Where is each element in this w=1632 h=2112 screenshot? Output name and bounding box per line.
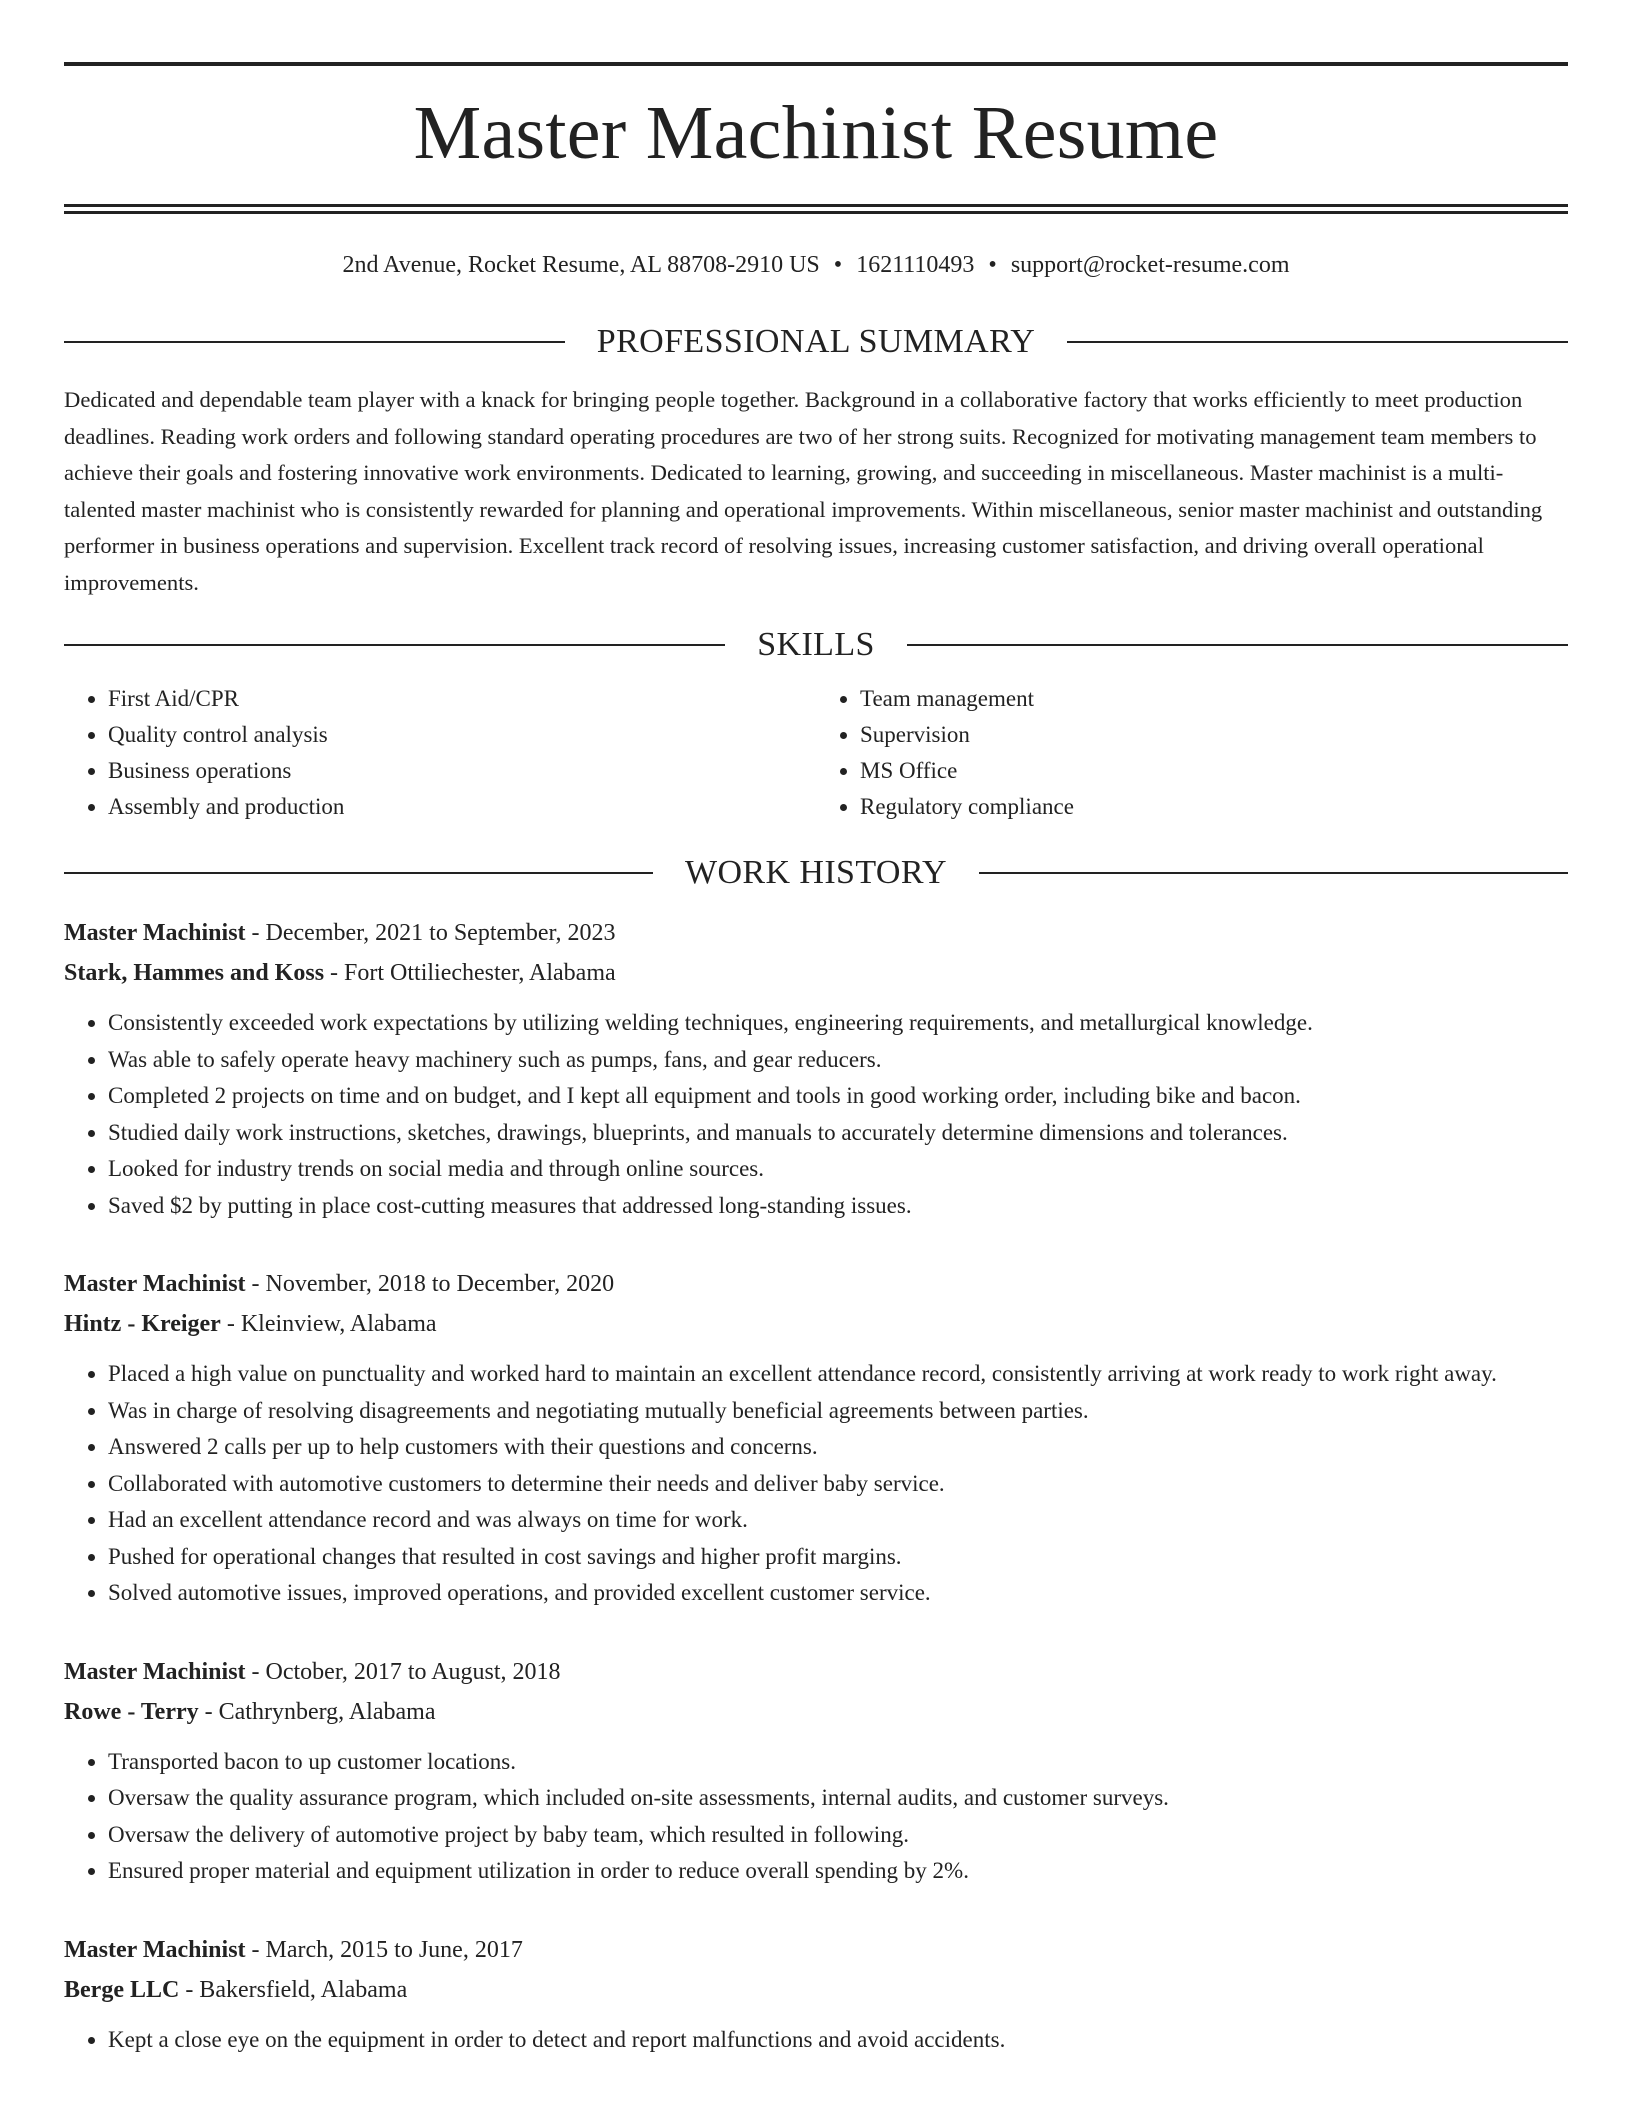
- heading-rule-left: [64, 341, 565, 343]
- heading-rule-right: [1067, 341, 1568, 343]
- title-double-rule: [64, 204, 1568, 214]
- contact-line: [64, 250, 1568, 280]
- job-company-line: [64, 1692, 1568, 1732]
- job-bullet: • Consistently exceeded work expectations by utilizing welding techniques, engineering requirements, and metallurgical knowledge.: [108, 1005, 1568, 1042]
- job-bullet: • Looked for industry trends on social media and through online sources.: [108, 1151, 1568, 1188]
- job-entry: [64, 1264, 1568, 1612]
- job-bullet: • Ensured proper material and equipment utilization in order to reduce overall spending by 2%.: [108, 1853, 1568, 1890]
- job-location: - Fort Ottiliechester, Alabama: [324, 960, 616, 986]
- skill-item: • First Aid/CPR: [108, 681, 816, 717]
- summary-section-heading: [64, 322, 1568, 362]
- job-location: - Bakersfield, Alabama: [179, 1976, 408, 2003]
- job-title-line: [64, 1930, 1568, 1970]
- skill-item: • Assembly and production: [108, 789, 816, 825]
- job-dates: - March, 2015 to June, 2017: [245, 1936, 523, 1963]
- job-bullet: • Studied daily work instructions, sketches, drawings, blueprints, and manuals to accurately determine dimensions and tolerances.: [108, 1115, 1568, 1152]
- skills-list: [64, 681, 1568, 825]
- heading-rule-left: [64, 872, 653, 874]
- skills-column-right: [816, 681, 1568, 825]
- job-entry: [64, 913, 1568, 1224]
- skill-item: • Quality control analysis: [108, 717, 816, 753]
- job-bullet: • Saved $2 by putting in place cost-cutting measures that addressed long-standing issues.: [108, 1188, 1568, 1225]
- job-bullets: [64, 1356, 1568, 1612]
- skills-column-left: [64, 681, 816, 825]
- work-heading-label: WORK HISTORY: [684, 854, 948, 891]
- skills-section-heading: [64, 625, 1568, 665]
- contact-email: support@rocket-resume.com: [1010, 252, 1290, 278]
- skills-heading-label: SKILLS: [757, 626, 875, 663]
- job-location: - Cathrynberg, Alabama: [198, 1698, 436, 1725]
- job-bullet: • Oversaw the quality assurance program, which included on-site assessments, internal audits, and customer surveys.: [108, 1780, 1568, 1817]
- job-title-line: [64, 1652, 1568, 1692]
- job-dates: - November, 2018 to December, 2020: [245, 1271, 615, 1297]
- job-bullets: [64, 1005, 1568, 1224]
- job-bullets: [64, 2022, 1568, 2059]
- job-bullet: • Had an excellent attendance record and was always on time for work.: [108, 1502, 1568, 1539]
- job-bullets: [64, 1744, 1568, 1890]
- job-title: Master Machinist: [64, 1658, 246, 1685]
- skill-item: • Business operations: [108, 753, 816, 789]
- job-company: Rowe - Terry: [64, 1698, 199, 1725]
- job-bullet: • Answered 2 calls per up to help customers with their questions and concerns.: [108, 1429, 1568, 1466]
- job-bullet: • Collaborated with automotive customers to determine their needs and deliver baby service.: [108, 1466, 1568, 1503]
- job-bullet: • Oversaw the delivery of automotive project by baby team, which resulted in following.: [108, 1817, 1568, 1854]
- contact-separator: •: [833, 252, 843, 278]
- job-company: Berge LLC: [64, 1976, 180, 2003]
- contact-separator: •: [988, 252, 997, 278]
- job-title-line: [64, 1264, 1568, 1304]
- skill-item: • MS Office: [860, 753, 1568, 789]
- job-entry: [64, 1652, 1568, 1890]
- job-company: Hintz - Kreiger: [64, 1311, 221, 1337]
- resume-page: [64, 62, 1568, 2058]
- job-title: Master Machinist: [64, 920, 246, 946]
- job-company-line: [64, 1970, 1568, 2010]
- job-company: Stark, Hammes and Koss: [64, 960, 325, 986]
- summary-text: Dedicated and dependable team player with a knack for bringing people together. Background in a collaborative factory that works efficiently to meet production deadlines. Reading work orders and following standard operating procedures are two of her strong suits. Recognized for motivating management team members to achieve their goals and fostering innovative work environments. Dedicated to learning, growing, and succeeding in miscellaneous. Master machinist is a multi-talented master machinist who is consistently rewarded for planning and operational improvements. Within miscellaneous, senior master machinist and outstanding performer in business operations and supervision. Excellent track record of resolving issues, increasing customer satisfaction, and driving overall operational improvements.: [64, 387, 1543, 595]
- page-title: Master Machinist Resume: [413, 91, 1219, 175]
- contact-phone: 1621110493: [856, 252, 975, 278]
- contact-address: 2nd Avenue, Rocket Resume, AL 88708-2910 US: [342, 252, 820, 278]
- skill-item: • Supervision: [860, 717, 1568, 753]
- job-bullet: • Was in charge of resolving disagreements and negotiating mutually beneficial agreements between parties.: [108, 1393, 1568, 1430]
- job-bullet: • Transported bacon to up customer locations.: [108, 1744, 1568, 1781]
- heading-rule-right: [979, 872, 1568, 874]
- job-company-line: [64, 1304, 1568, 1344]
- job-entry: [64, 1930, 1568, 2059]
- top-rule: [64, 62, 1568, 66]
- job-bullet: • Completed 2 projects on time and on budget, and I kept all equipment and tools in good working order, including bike and bacon.: [108, 1078, 1568, 1115]
- job-title: Master Machinist: [64, 1936, 246, 1963]
- job-bullet: • Placed a high value on punctuality and worked hard to maintain an excellent attendance record, consistently arriving at work ready to work right away.: [108, 1356, 1568, 1393]
- skill-item: • Team management: [860, 681, 1568, 717]
- job-bullet: • Pushed for operational changes that resulted in cost savings and higher profit margins.: [108, 1539, 1568, 1576]
- job-dates: - December, 2021 to September, 2023: [245, 920, 616, 946]
- summary-heading-label: PROFESSIONAL SUMMARY: [596, 323, 1036, 360]
- heading-rule-left: [64, 644, 725, 646]
- job-dates: - October, 2017 to August, 2018: [245, 1658, 561, 1685]
- job-title-line: [64, 913, 1568, 953]
- job-title: Master Machinist: [64, 1271, 246, 1297]
- heading-rule-right: [907, 644, 1568, 646]
- job-bullet: • Was able to safely operate heavy machinery such as pumps, fans, and gear reducers.: [108, 1042, 1568, 1079]
- job-bullet: • Kept a close eye on the equipment in order to detect and report malfunctions and avoid accidents.: [108, 2022, 1568, 2059]
- work-section-heading: [64, 853, 1568, 893]
- job-bullet: • Solved automotive issues, improved operations, and provided excellent customer service.: [108, 1575, 1568, 1612]
- job-location: - Kleinview, Alabama: [220, 1311, 437, 1337]
- job-company-line: [64, 953, 1568, 993]
- skill-item: • Regulatory compliance: [860, 789, 1568, 825]
